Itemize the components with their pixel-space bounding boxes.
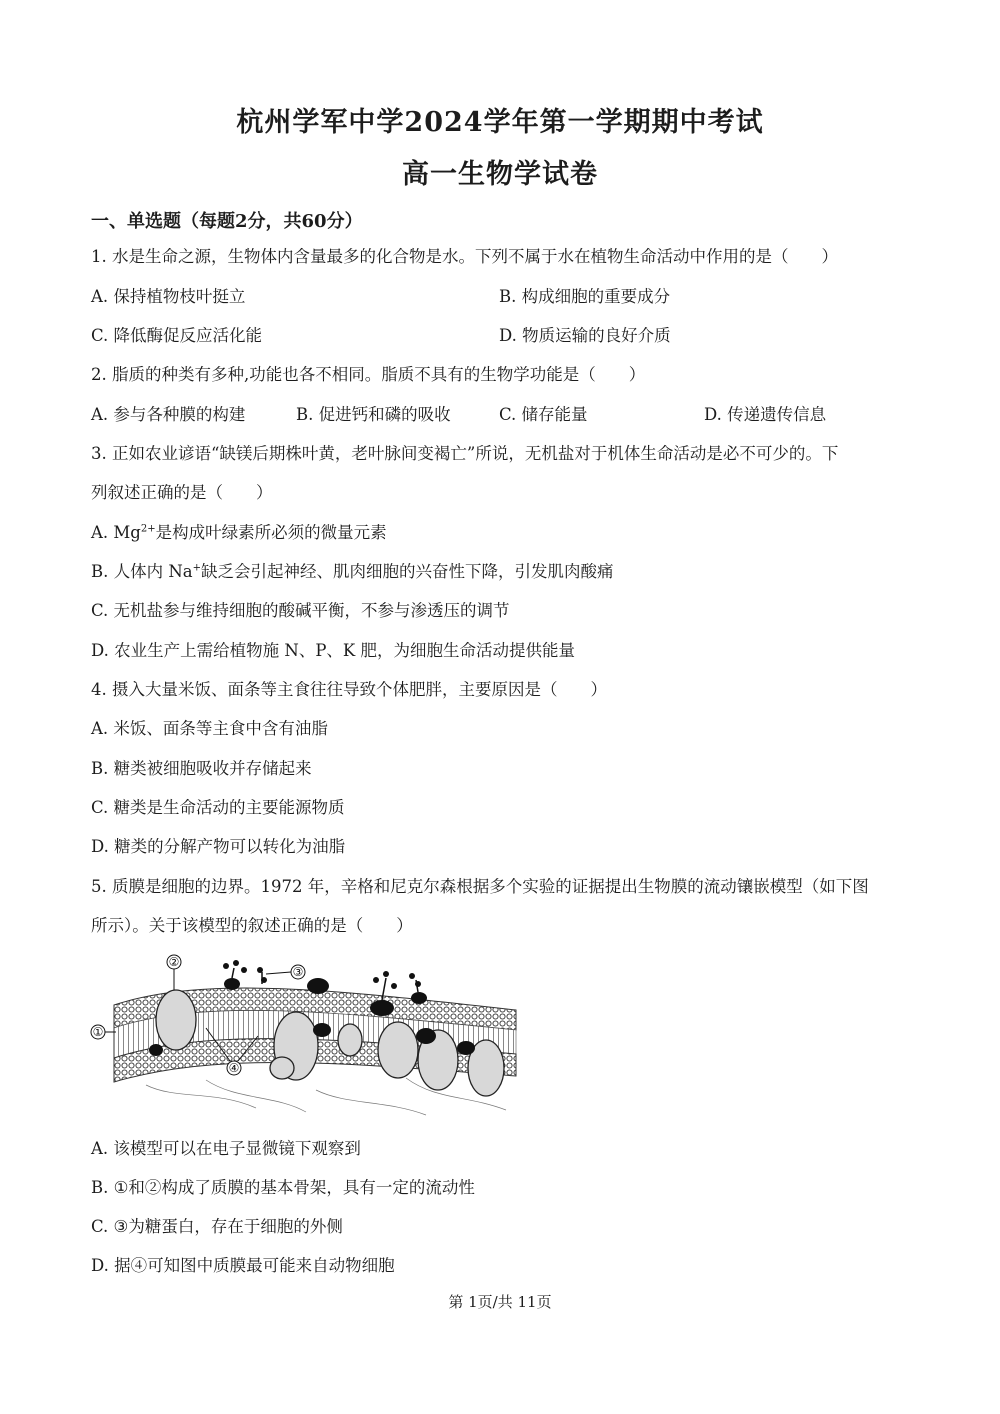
q5-stem-line2: 所示）。关于该模型的叙述正确的是（ ） — [91, 916, 413, 935]
label-3: ③ — [292, 965, 304, 979]
section-heading: 一、单选题（每题2分，共60分） — [91, 211, 363, 232]
q3-option-a-text: A. Mg — [91, 523, 141, 542]
q3-stem-line1: 3. 正如农业谚语“缺镁后期株叶黄，老叶脉间变褐亡”所说，无机盐对于机体生命活动是必不可少的。下 — [91, 444, 839, 463]
q4-stem: 4. 摄入大量米饭、面条等主食往往导致个体肥胖，主要原因是（ ） — [91, 680, 607, 699]
label-1: ① — [92, 1025, 104, 1039]
q4-option-d: D. 糖类的分解产物可以转化为油脂 — [91, 837, 346, 856]
q5-option-d: D. 据④可知图中质膜最可能来自动物细胞 — [91, 1256, 395, 1275]
fluid-mosaic-membrane-figure — [86, 950, 518, 1120]
label-4: ④ — [228, 1061, 240, 1075]
q3-option-b-rest: 缺乏会引起神经、肌肉细胞的兴奋性下降，引发肌肉酸痛 — [201, 562, 614, 581]
q2-stem: 2. 脂质的种类有多种,功能也各不相同。脂质不具有的生物学功能是（ ） — [91, 365, 646, 384]
label-2: ② — [168, 955, 180, 969]
exam-title: 杭州学军中学2024学年第一学期期中考试 — [236, 107, 764, 138]
q5-option-b: B. ①和②构成了质膜的基本骨架，具有一定的流动性 — [91, 1178, 475, 1197]
q2-option-a: A. 参与各种膜的构建 — [91, 405, 246, 424]
exam-subtitle: 高一生物学试卷 — [402, 159, 598, 190]
q3-option-a — [91, 522, 387, 544]
q3-option-b — [91, 561, 614, 583]
q4-option-a: A. 米饭、面条等主食中含有油脂 — [91, 719, 328, 738]
q5-option-c: C. ③为糖蛋白，存在于细胞的外侧 — [91, 1217, 343, 1236]
q3-option-a-charge: 2+ — [140, 523, 156, 535]
q1-option-c: C. 降低酶促反应活化能 — [91, 326, 263, 345]
q3-option-b-charge: + — [192, 562, 202, 574]
q1-option-d: D. 物质运输的良好介质 — [499, 326, 671, 345]
q5-stem-line1: 5. 质膜是细胞的边界。1972 年，辛格和尼克尔森根据多个实验的证据提出生物膜的流动镶嵌模型（如下图 — [91, 877, 869, 896]
q5-option-a: A. 该模型可以在电子显微镜下观察到 — [91, 1139, 361, 1158]
q3-option-d: D. 农业生产上需给植物施 N、P、K 肥，为细胞生命活动提供能量 — [91, 641, 575, 660]
q4-option-b: B. 糖类被细胞吸收并存储起来 — [91, 759, 312, 778]
q1-stem: 1. 水是生命之源，生物体内含量最多的化合物是水。下列不属于水在植物生命活动中作用的是（ ） — [91, 247, 838, 266]
q3-option-a-rest: 是构成叶绿素所必须的微量元素 — [155, 523, 387, 542]
q2-option-c: C. 储存能量 — [499, 405, 588, 424]
q1-option-b: B. 构成细胞的重要成分 — [499, 287, 671, 306]
q2-option-b: B. 促进钙和磷的吸收 — [296, 405, 451, 424]
q1-option-a: A. 保持植物枝叶挺立 — [91, 287, 246, 306]
cytoskeleton-fibres — [146, 1078, 506, 1115]
page-number: 第 1页/共 11页 — [448, 1293, 552, 1311]
q3-stem-line2: 列叙述正确的是（ ） — [91, 483, 273, 502]
q3-option-b-text: B. 人体内 Na — [91, 562, 193, 581]
q2-option-d: D. 传递遗传信息 — [704, 405, 827, 424]
q4-option-c: C. 糖类是生命活动的主要能源物质 — [91, 798, 345, 817]
q3-option-c: C. 无机盐参与维持细胞的酸碱平衡，不参与渗透压的调节 — [91, 601, 510, 620]
